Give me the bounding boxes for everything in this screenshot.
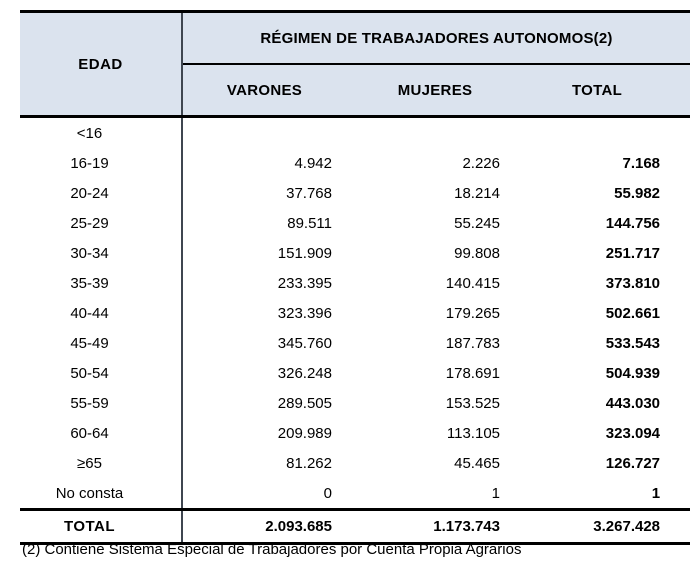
column-group-header-regimen: RÉGIMEN DE TRABAJADORES AUTONOMOS(2) <box>182 12 690 65</box>
column-header-mujeres: MUJERES <box>352 64 522 117</box>
cell-varones: 151.909 <box>182 238 352 268</box>
cell-total: 251.717 <box>522 238 690 268</box>
cell-mujeres: 187.783 <box>352 328 522 358</box>
cell-total: 1 <box>522 478 690 510</box>
cell-total: 7.168 <box>522 148 690 178</box>
cell-mujeres: 179.265 <box>352 298 522 328</box>
cell-mujeres: 1 <box>352 478 522 510</box>
cell-total-varones: 2.093.685 <box>182 510 352 544</box>
table-row <box>20 478 690 510</box>
cell-varones <box>182 117 352 149</box>
table-row <box>20 328 690 358</box>
cell-mujeres <box>352 117 522 149</box>
cell-varones: 233.395 <box>182 268 352 298</box>
table-row <box>20 448 690 478</box>
cell-total: 55.982 <box>522 178 690 208</box>
cell-varones: 323.396 <box>182 298 352 328</box>
cell-edad: 16-19 <box>20 148 182 178</box>
cell-total: 126.727 <box>522 448 690 478</box>
cell-varones: 89.511 <box>182 208 352 238</box>
cell-edad: 20-24 <box>20 178 182 208</box>
table-row <box>20 268 690 298</box>
cell-varones: 209.989 <box>182 418 352 448</box>
cell-total-total: 3.267.428 <box>522 510 690 544</box>
table-header <box>20 12 690 117</box>
cell-varones: 345.760 <box>182 328 352 358</box>
cell-total-mujeres: 1.173.743 <box>352 510 522 544</box>
cell-edad: 55-59 <box>20 388 182 418</box>
cell-total-label: TOTAL <box>20 510 182 544</box>
cell-varones: 0 <box>182 478 352 510</box>
cell-edad: 45-49 <box>20 328 182 358</box>
cell-mujeres: 153.525 <box>352 388 522 418</box>
table-row <box>20 358 690 388</box>
cell-edad: 30-34 <box>20 238 182 268</box>
table-row <box>20 388 690 418</box>
table-row <box>20 117 690 149</box>
cell-edad: 50-54 <box>20 358 182 388</box>
column-header-edad: EDAD <box>20 12 182 117</box>
cell-total: 533.543 <box>522 328 690 358</box>
cell-edad: 35-39 <box>20 268 182 298</box>
table-row <box>20 238 690 268</box>
cell-total: 323.094 <box>522 418 690 448</box>
cell-mujeres: 2.226 <box>352 148 522 178</box>
cell-mujeres: 99.808 <box>352 238 522 268</box>
table-row <box>20 208 690 238</box>
cell-total: 504.939 <box>522 358 690 388</box>
cell-edad: ≥65 <box>20 448 182 478</box>
table-body <box>20 117 690 544</box>
cell-edad: 40-44 <box>20 298 182 328</box>
cell-varones: 81.262 <box>182 448 352 478</box>
column-header-varones: VARONES <box>182 64 352 117</box>
table-total-row <box>20 510 690 544</box>
table-row <box>20 178 690 208</box>
cell-mujeres: 55.245 <box>352 208 522 238</box>
table-row <box>20 298 690 328</box>
header-row-group <box>20 12 690 65</box>
column-header-total: TOTAL <box>522 64 690 117</box>
cell-total: 502.661 <box>522 298 690 328</box>
table-row <box>20 418 690 448</box>
cell-total <box>522 117 690 149</box>
cell-edad: 25-29 <box>20 208 182 238</box>
cell-edad: <16 <box>20 117 182 149</box>
cell-mujeres: 113.105 <box>352 418 522 448</box>
cell-mujeres: 178.691 <box>352 358 522 388</box>
cell-edad: 60-64 <box>20 418 182 448</box>
table-row <box>20 148 690 178</box>
cell-mujeres: 140.415 <box>352 268 522 298</box>
table-footnote: (2) Contiene Sistema Especial de Trabajadores por Cuenta Propia Agrarios <box>22 541 522 558</box>
cell-total: 443.030 <box>522 388 690 418</box>
cell-varones: 326.248 <box>182 358 352 388</box>
autonomos-by-age-table <box>20 10 690 545</box>
cell-total: 144.756 <box>522 208 690 238</box>
cell-varones: 4.942 <box>182 148 352 178</box>
cell-varones: 289.505 <box>182 388 352 418</box>
cell-mujeres: 18.214 <box>352 178 522 208</box>
cell-mujeres: 45.465 <box>352 448 522 478</box>
cell-edad: No consta <box>20 478 182 510</box>
cell-varones: 37.768 <box>182 178 352 208</box>
cell-total: 373.810 <box>522 268 690 298</box>
